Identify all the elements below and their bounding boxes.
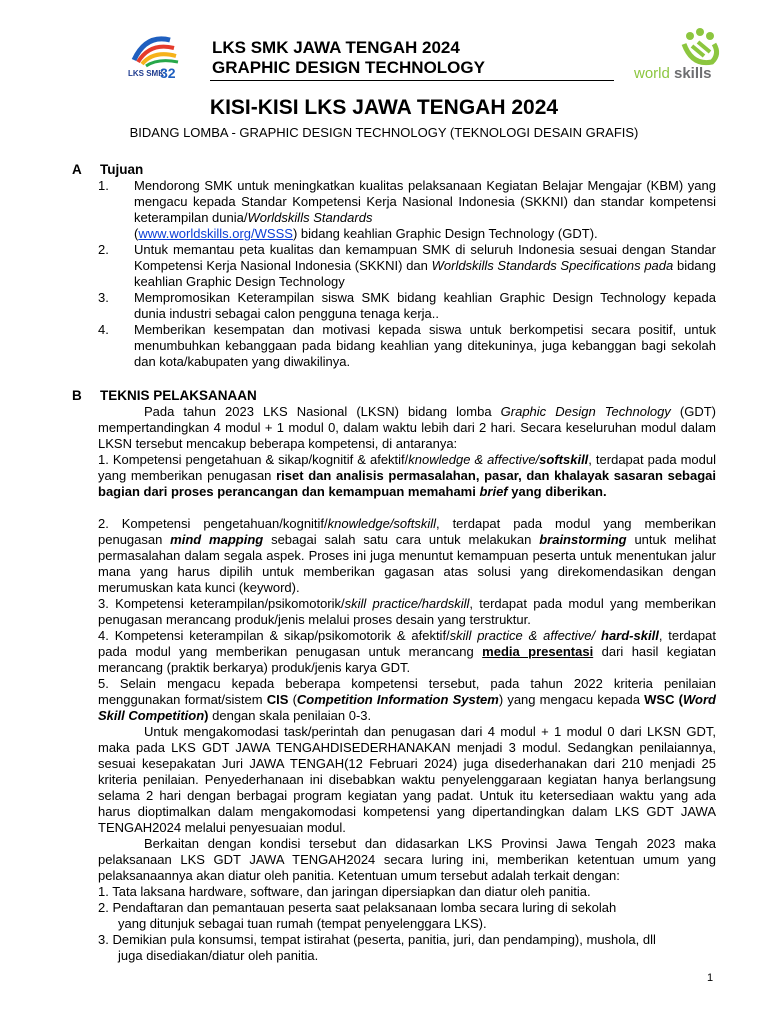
section-a-title: Tujuan [100,162,144,177]
list-item: 2. Untuk memantau peta kualitas dan kemampuan SMK di seluruh Indonesia sesuai dengan Standar Kompetensi Kerja Nasional Indonesia (SKKNI) dan Worldskills Standards Specifications pada bidang keahlian Graphic Design Technology [98,242,716,289]
worldskills-text-a: world [634,65,670,82]
list-item: 1. Mendorong SMK untuk meningkatkan kualitas pelaksanaan Kegiatan Belajar Mengajar (KBM) yang mengacu kepada Standar Kompetensi Kerja Nasional Indonesia (SKKNI) dan standar kompetensi keterampilan dunia/Worldskills Standards (www.worldskills.org/WSSS) bidang keahlian Graphic Design Technology (GDT). [98,178,716,241]
lks-logo-number: 32 [160,65,176,81]
header-divider [210,80,614,81]
section-b-heading [72,388,257,403]
section-b-letter: B [72,388,82,403]
competency-item: 4. Kompetensi keterampilan & sikap/psikomotorik & afektif/skill practice & affective/ hard-skill, terdapat pada modul yang memberikan penugasan untuk merancang media presentasi dari hasil kegiatan merancang (praktik berkarya) produk/jenis karya GDT. [98,628,717,675]
lks-smk-logo [126,30,188,82]
section-b-title: TEKNIS PELAKSANAAN [100,388,257,403]
document-subtitle: BIDANG LOMBA - GRAPHIC DESIGN TECHNOLOGY (TEKNOLOGI DESAIN GRAFIS) [129,125,639,140]
worldskills-logo [632,26,724,82]
competency-item: 3. Kompetensi keterampilan/psikomotorik/skill practice/hardskill, terdapat pada modul yang memberikan penugasan merancang produk/jenis melalui proses desain yang terstruktur. [98,596,716,627]
competency-item: 1. Kompetensi pengetahuan & sikap/kognitif & afektif/knowledge & affective/softskill, terdapat pada modul yang memberikan penugasan riset dan analisis permasalahan, pasar, dan khalayak sasaran sebagai bagian dari proses perancangan dan kemampuan memahami brief yang diberikan. [98,452,717,499]
header-title-1: LKS SMK JAWA TENGAH 2024 [212,38,460,57]
rule-item: 2. Pendaftaran dan pemantauan peserta saat pelaksanaan lomba secara luring di sekolah yang ditunjuk sebagai tuan rumah (tempat penyelenggara LKS). [98,900,617,931]
document-title: KISI-KISI LKS JAWA TENGAH 2024 [209,96,559,119]
list-item: 3. Mempromosikan Keterampilan siswa SMK bidang keahlian Graphic Design Technology kepada dunia industri sebagai calon pengguna tenaga kerja.. [98,290,716,321]
paragraph-general-provisions: Berkaitan dengan kondisi tersebut dan didasarkan LKS Provinsi Jawa Tengah 2023 maka pelaksanaan LKS GDT JAWA TENGAH2024 secara luring ini, memberikan ketentuan umum yang pelaksanaannya akan diatur oleh panitia. Ketentuan umum tersebut adalah terkait dengan: [98,836,716,883]
competency-item: 2. Kompetensi pengetahuan/kognitif/knowledge/softskill, terdapat pada modul yang memberikan penugasan mind mapping sebagai salah satu cara untuk melakukan brainstorming untuk melihat permasalahan dalam segala aspek. Proses ini juga menuntut kemampuan peserta untuk menentukan jalur mana yang harus dipilih untuk memberikan gagasan atas solusi yang direkomendasikan dengan merumuskan kata kunci (keyword). [98,516,716,595]
section-a-letter: A [72,162,82,177]
worldskills-text-b: skills [674,65,712,82]
intro-paragraph: Pada tahun 2023 LKS Nasional (LKSN) bidang lomba Graphic Design Technology (GDT) mempertandingkan 4 modul + 1 modul 0, dalam waktu lebih dari 2 hari. Secara keseluruhan modul dalam LKSN tersebut mencakup beberapa kompetensi, di antaranya: [98,404,716,451]
section-a-heading [72,162,143,177]
list-item: 4. Memberikan kesempatan dan motivasi kepada siswa untuk berkompetisi secara positif, untuk menumbuhkan kebanggaan pada bidang keahlian yang ditekuninya, juga kebanggan bagi sekolah dan kota/kabupaten yang diwakilinya. [98,322,716,369]
rule-item: 1. Tata laksana hardware, software, dan jaringan dipersiapkan dan diatur oleh panitia. [98,884,591,899]
rule-item: 3. Demikian pula konsumsi, tempat istirahat (peserta, panitia, juri, dan pendamping), mushola, dll juga disediakan/diatur oleh panitia. [98,932,656,963]
header-title-2: GRAPHIC DESIGN TECHNOLOGY [212,58,485,77]
paragraph-simplification: Untuk mengakomodasi task/perintah dan penugasan dari 4 modul + 1 modul 0 dari LKSN GDT, maka pada LKS GDT JAWA TENGAHDISEDERHANAKAN menjadi 3 modul. Sedangkan penilaiannya, sesuai kesepakatan Juri JAWA TENGAH(12 Februari 2024) juga disederhanakan dari 210 menjadi 25 kriteria penilaian. Penyederhanaan ini disebabkan waktu penyelenggaraan kegiatan hanya berlangsung selama 2 hari dengan berbagai program kegiatan yang padat. Untuk itu ketersediaan waktu yang ada harus dioptimalkan dalam mengakomodasi kompetensi yang dipertandingkan dalam LKS GDT JAWA TENGAH2024 melalui penyesuaian modul. [98,724,716,835]
worldskills-link[interactable]: www.worldskills.org/WSSS [138,226,293,241]
page-number: 1 [707,972,714,984]
lks-logo-text: LKS SMK [128,69,164,78]
competency-item: 5. Selain mengacu kepada beberapa kompetensi tersebut, pada tahun 2022 kriteria penilaian menggunakan format/sistem CIS (Competition Information System) yang mengacu kepada WSC (Word Skill Competition) dengan skala penilaian 0-3. [98,676,716,723]
